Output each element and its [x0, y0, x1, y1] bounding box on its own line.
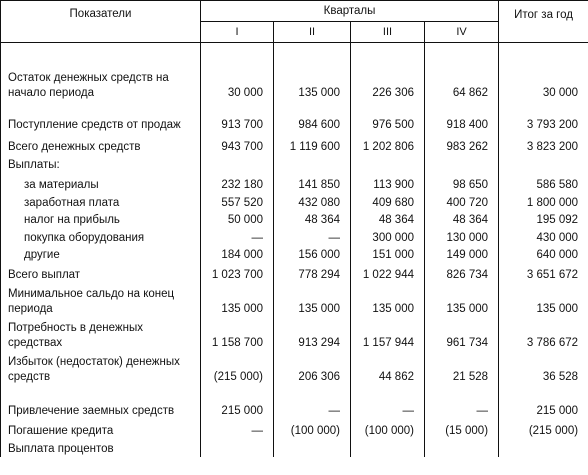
- cell-q3: 300 000: [351, 228, 425, 246]
- cell-q1: [201, 155, 274, 173]
- cell-q3: —: [351, 385, 425, 419]
- cell-total: 1 800 000: [499, 193, 588, 211]
- cell-q3: [351, 155, 425, 173]
- cell-q4: 98 650: [425, 173, 499, 193]
- cell-q4: (15 000): [425, 419, 499, 439]
- cell-q2: 156 000: [274, 246, 351, 263]
- cell-total: 135 000: [499, 283, 588, 317]
- table-row: [1, 228, 588, 246]
- cell-q1: 1 023 700: [201, 263, 274, 283]
- cell-q2: —: [274, 228, 351, 246]
- cell-q2: 1 119 600: [274, 133, 351, 155]
- cell-q2: [274, 439, 351, 457]
- table-row: [1, 133, 588, 155]
- table-row: [1, 211, 588, 228]
- cell-q1: 50 000: [201, 211, 274, 228]
- cell-total: 195 092: [499, 211, 588, 228]
- cell-q4: [425, 155, 499, 173]
- cell-q1: —: [201, 228, 274, 246]
- header-quarter-2: II: [274, 22, 351, 43]
- row-label: Всего денежных средств: [1, 133, 201, 155]
- table-row: [1, 173, 588, 193]
- cell-q4: 149 000: [425, 246, 499, 263]
- cell-q3: 44 862: [351, 351, 425, 385]
- table-row: [1, 439, 588, 457]
- cell-q1: 943 700: [201, 133, 274, 155]
- table-row: [1, 263, 588, 283]
- table-row: [1, 155, 588, 173]
- cell-total: 3 786 672: [499, 317, 588, 351]
- header-quarter-1: I: [201, 22, 274, 43]
- row-label: Избыток (недостаток) денежных средств: [1, 351, 201, 385]
- cell-q1: 557 520: [201, 193, 274, 211]
- cell-q4: [425, 439, 499, 457]
- cell-q2: (100 000): [274, 419, 351, 439]
- header-total: Итог за год: [499, 1, 588, 43]
- header-quarters: Кварталы: [201, 1, 499, 22]
- cell-q1: [201, 439, 274, 457]
- table-row: [1, 246, 588, 263]
- table-row: [1, 69, 588, 101]
- cell-q4: 918 400: [425, 101, 499, 133]
- cell-q2: 432 080: [274, 193, 351, 211]
- cell-total: 30 000: [499, 69, 588, 101]
- row-label: заработная плата: [1, 193, 201, 211]
- cell-q4: 135 000: [425, 283, 499, 317]
- cell-q2: —: [274, 385, 351, 419]
- cell-q3: [351, 439, 425, 457]
- row-label: за материалы: [1, 173, 201, 193]
- cell-q4: 130 000: [425, 228, 499, 246]
- table-row: [1, 283, 588, 317]
- table-row: [1, 419, 588, 439]
- cell-q1: 1 158 700: [201, 317, 274, 351]
- cell-q2: 206 306: [274, 351, 351, 385]
- row-label: Потребность в денежных средствах: [1, 317, 201, 351]
- cell-q1: 232 180: [201, 173, 274, 193]
- table-row: [1, 351, 588, 385]
- cell-q2: 984 600: [274, 101, 351, 133]
- cell-q3: 1 202 806: [351, 133, 425, 155]
- cell-q4: 21 528: [425, 351, 499, 385]
- header-quarter-4: IV: [425, 22, 499, 43]
- cell-q3: 135 000: [351, 283, 425, 317]
- cell-q1: 215 000: [201, 385, 274, 419]
- row-label: Выплата процентов: [1, 439, 201, 457]
- cell-total: 3 651 672: [499, 263, 588, 283]
- cell-total: 36 528: [499, 351, 588, 385]
- cell-total: 430 000: [499, 228, 588, 246]
- cell-total: [499, 439, 588, 457]
- cell-q1: —: [201, 419, 274, 439]
- row-label: Выплаты:: [1, 155, 201, 173]
- cell-q1: 184 000: [201, 246, 274, 263]
- cell-q3: 113 900: [351, 173, 425, 193]
- cell-q3: 226 306: [351, 69, 425, 101]
- cell-q2: 135 000: [274, 69, 351, 101]
- cell-q1: 913 700: [201, 101, 274, 133]
- row-label: другие: [1, 246, 201, 263]
- cell-q4: 961 734: [425, 317, 499, 351]
- cell-q1: 30 000: [201, 69, 274, 101]
- cell-total: 586 580: [499, 173, 588, 193]
- row-label: покупка оборудования: [1, 228, 201, 246]
- cell-q3: 1 022 944: [351, 263, 425, 283]
- cell-q3: (100 000): [351, 419, 425, 439]
- cell-q4: 983 262: [425, 133, 499, 155]
- cell-total: 215 000: [499, 385, 588, 419]
- cell-q3: 1 157 944: [351, 317, 425, 351]
- cell-q2: 913 294: [274, 317, 351, 351]
- row-label: Погашение кредита: [1, 419, 201, 439]
- row-label: Минимальное сальдо на конец периода: [1, 283, 201, 317]
- row-label: налог на прибыль: [1, 211, 201, 228]
- cell-q4: —: [425, 385, 499, 419]
- cell-q4: 826 734: [425, 263, 499, 283]
- cell-total: 3 793 200: [499, 101, 588, 133]
- cell-total: [499, 155, 588, 173]
- cell-q2: 778 294: [274, 263, 351, 283]
- cell-total: 3 823 200: [499, 133, 588, 155]
- header-quarter-3: III: [351, 22, 425, 43]
- cell-q2: [274, 155, 351, 173]
- cell-total: 640 000: [499, 246, 588, 263]
- cell-q2: 135 000: [274, 283, 351, 317]
- cell-q4: 48 364: [425, 211, 499, 228]
- table-row: [1, 101, 588, 133]
- cell-q2: 141 850: [274, 173, 351, 193]
- cell-q3: 151 000: [351, 246, 425, 263]
- table-row: [1, 193, 588, 211]
- row-label: Поступление средств от продаж: [1, 101, 201, 133]
- cell-q3: 409 680: [351, 193, 425, 211]
- row-label: Всего выплат: [1, 263, 201, 283]
- table-row: [1, 385, 588, 419]
- row-label: Остаток денежных средств на начало периода: [1, 69, 201, 101]
- cell-q4: 64 862: [425, 69, 499, 101]
- cell-q3: 976 500: [351, 101, 425, 133]
- header-indicators: Показатели: [1, 1, 201, 43]
- row-label: Привлечение заемных средств: [1, 385, 201, 419]
- cell-q4: 400 720: [425, 193, 499, 211]
- cell-q2: 48 364: [274, 211, 351, 228]
- table-row: [1, 317, 588, 351]
- cell-total: (215 000): [499, 419, 588, 439]
- cell-q1: (215 000): [201, 351, 274, 385]
- cell-q1: 135 000: [201, 283, 274, 317]
- cell-q3: 48 364: [351, 211, 425, 228]
